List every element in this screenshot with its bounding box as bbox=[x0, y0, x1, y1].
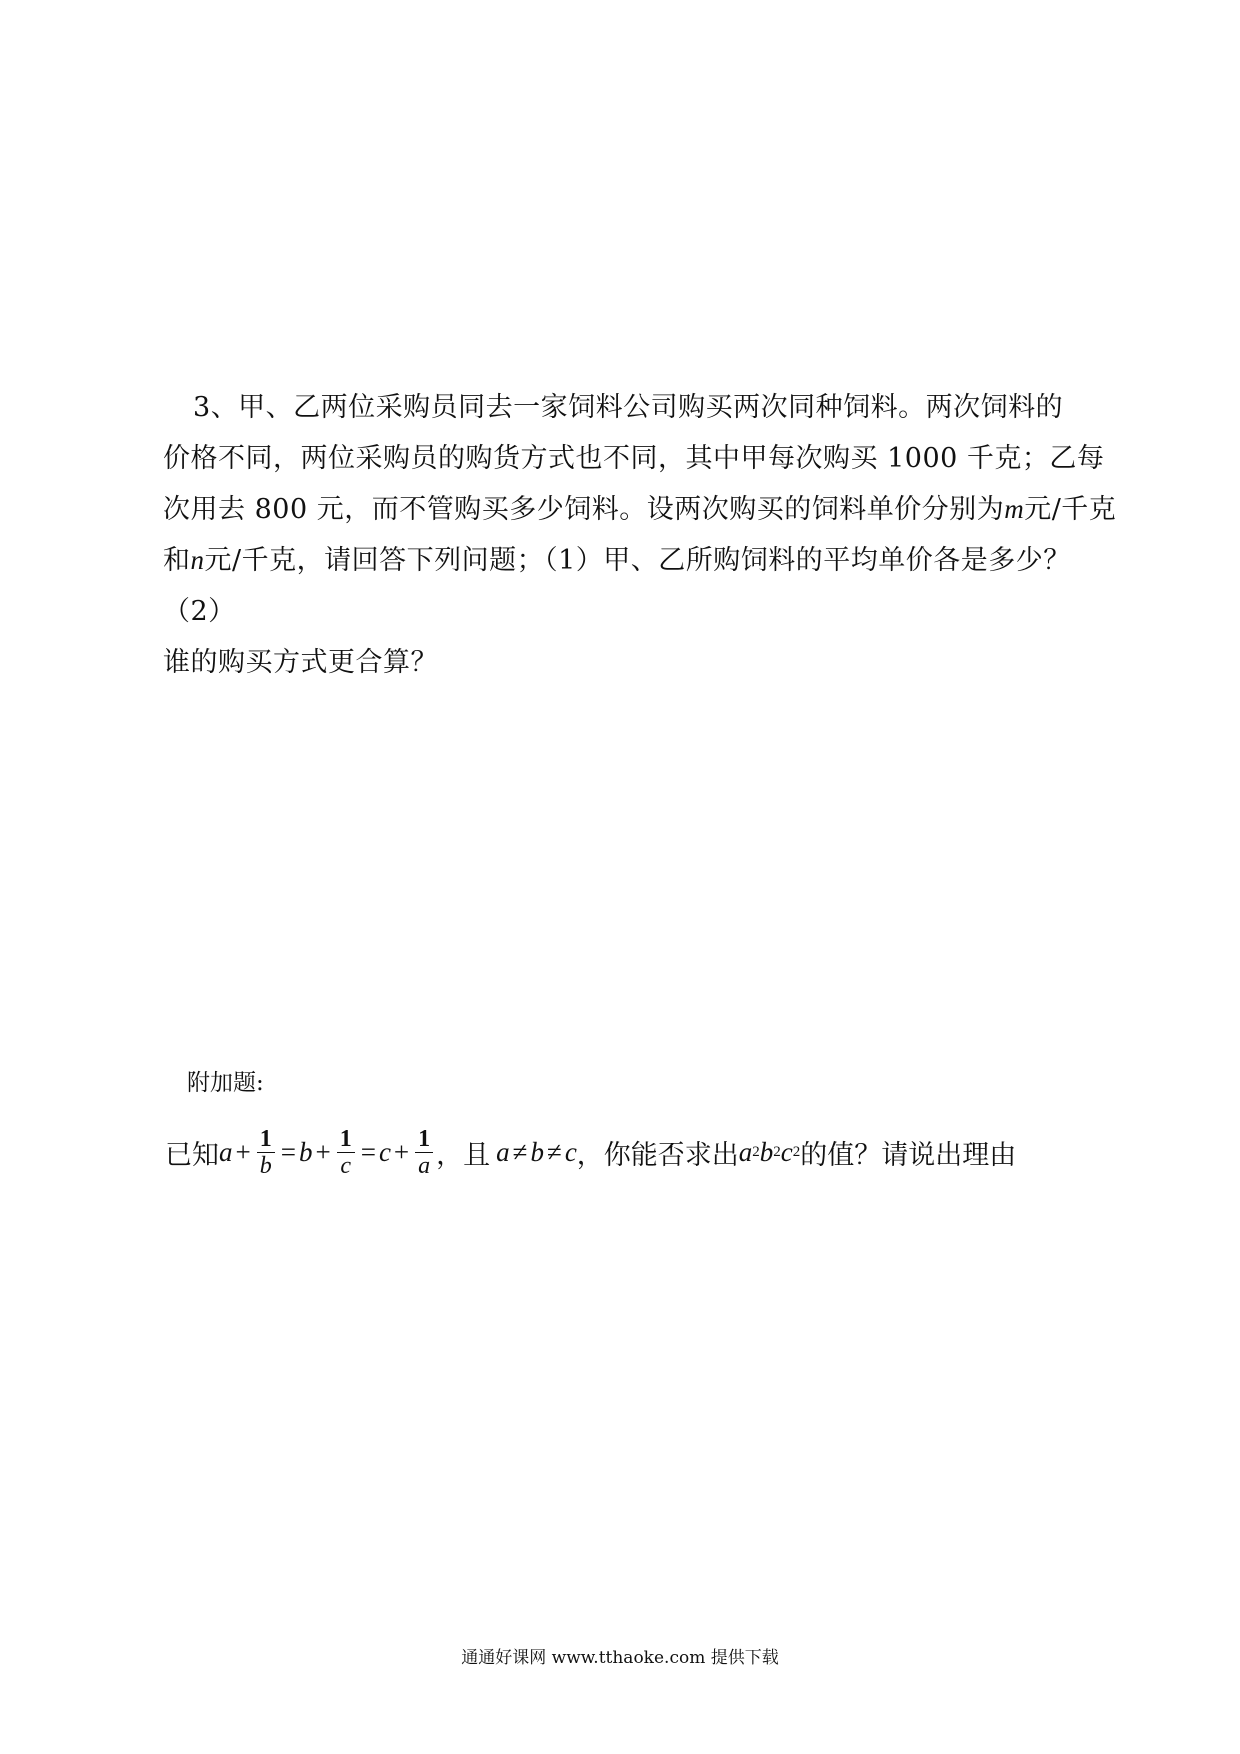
problem-3 bbox=[163, 382, 1125, 688]
bonus-title: 附加题: bbox=[187, 1070, 264, 1096]
problem-number: 3 bbox=[193, 392, 211, 423]
problem-3-line-2: 价格不同，两位采购员的购货方式也不同，其中甲每次购买 1000 千克；乙每 bbox=[163, 443, 1105, 474]
variable-n: n bbox=[190, 545, 205, 575]
problem-3-line-3: 次用去 800 元，而不管购买多少饲料。设两次购买的饲料单价分别为m元/千克 bbox=[163, 494, 1117, 525]
fraction-1-over-c: $\frac{1}{c}$ bbox=[337, 1126, 355, 1179]
problem-3-line-5: 谁的购买方式更合算？ bbox=[163, 647, 438, 678]
problem-3-line-1: 3、甲、乙两位采购员同去一家饲料公司购买两次同种饲料。两次饲料的 bbox=[193, 392, 1064, 423]
bonus-question: 已知 a + $\frac{1}{b}$ = b + $\frac{1}{c}$ = c + $\frac{1}{a}$ ， 且 a ≠ b ≠ c ，你能否求出 a 2 b 2 c 2 的值？请说出理由 bbox=[165, 1125, 1017, 1179]
variable-m: m bbox=[1004, 494, 1025, 524]
fraction-1-over-a: $\frac{1}{a}$ bbox=[415, 1126, 433, 1179]
problem-3-line-4: 和n元/千克，请回答下列问题；（1）甲、乙所购饲料的平均单价各是多少？（2） bbox=[163, 545, 1071, 627]
footer-source: 通通好课网 www.tthaoke.com 提供下载 bbox=[461, 1648, 779, 1668]
bonus-prefix: 已知 bbox=[165, 1139, 219, 1171]
fraction-1-over-b: $\frac{1}{b}$ bbox=[257, 1126, 275, 1179]
